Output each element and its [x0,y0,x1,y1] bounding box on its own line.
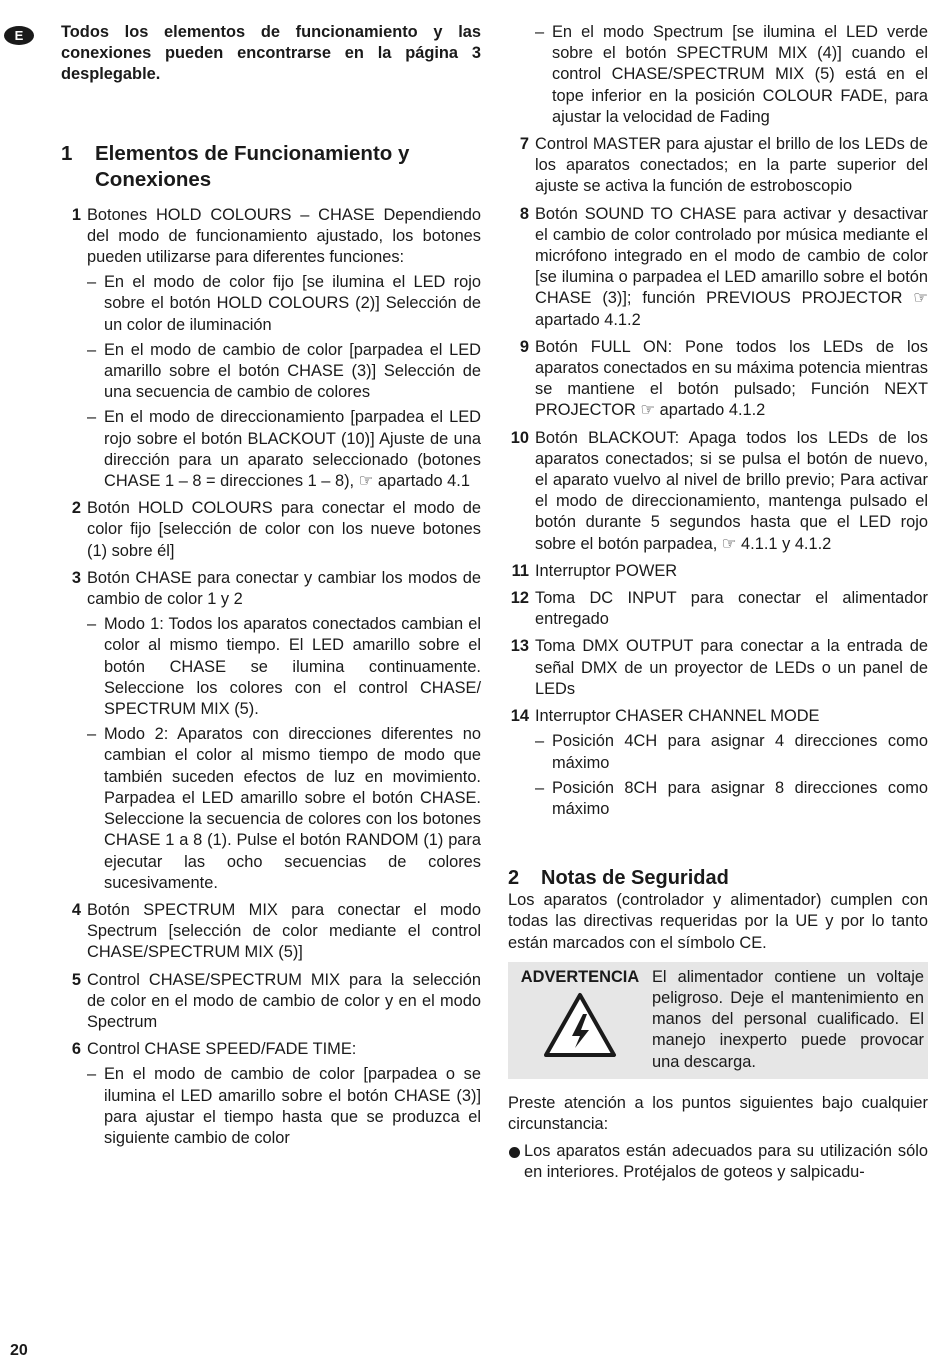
high-voltage-warning-icon [543,992,617,1058]
section2-heading [508,866,928,890]
sub-item: – Modo 2: Aparatos con direcciones diferentes no cambian el color al mismo tiempo de modo que también suceden efectos de luz en movimiento. Parpadea el LED amarillo sobre el botón CHASE. Seleccione la secuencia de colores con los botones CHASE 1 a 8 (1). Pulse el botón RANDOM (1) para ejecutar las ocho secuencias de colores sucesivamente. [87,725,481,892]
warning-text: El alimentador contiene un voltaje peligroso. Deje el mantenimiento en manos del personal cualificado. El manejo inexperto puede provocar una descarga. [652,967,924,1071]
item-number: 10 [510,428,529,447]
section1-heading [61,141,481,193]
item-text: Interruptor POWER [535,561,678,580]
bullet-text: Los aparatos están adecuados para su utilización sólo en interiores. Protéjalos de goteos y salpicadu- [524,1142,928,1182]
section1-number: 1 [61,141,73,165]
item-number: 13 [510,637,529,656]
item-number: 3 [71,568,81,587]
section2-title: Notas de Seguridad [541,867,729,890]
intro-text: Todos los elementos de funcionamiento y las conexiones pueden encontrarse en la página 3 desplegable. [61,23,481,84]
item-text: Control CHASE SPEED/FADE TIME: [87,1040,357,1059]
item-number: 4 [71,900,81,919]
right-column [508,22,928,1184]
list-item-11 [508,561,928,582]
section2-paragraph-2: Preste atención a los puntos siguientes bajo cualquier circunstancia: [508,1093,928,1133]
item-text: Botón HOLD COLOURS para conectar el modo de color fijo [selección de color con los nueve botones (1) sobre él] [87,499,481,560]
bullet-item [508,1141,928,1183]
sub-item-text: En el modo Spectrum [se ilumina el LED verde sobre el botón SPECTRUM MIX (4)] cuando el control CHASE/SPECTRUM MIX (5) está en el tope inferior en la posición COLOUR FADE, para ajustar la velocidad de Fading [552,23,928,126]
item-number: 12 [510,589,529,608]
sub-item: – En el modo Spectrum [se ilumina el LED verde sobre el botón SPECTRUM MIX (4)] cuando el control CHASE/SPECTRUM MIX (5) está en el tope inferior en la posición COLOUR FADE, para ajustar la velocidad de Fading [535,23,928,126]
list-item-14 [508,706,928,820]
section2-paragraph-1: Los aparatos (controlador y alimentador) cumplen con todas las directivas requeridas por la UE y por lo tanto están marcados con el símbolo CE. [508,891,928,952]
item-text: Botones HOLD COLOURS – CHASE Dependiendo del modo de funcionamiento ajustado, los botones pueden utilizarse para diferentes funciones: [87,205,481,267]
item-number: 9 [519,337,529,356]
item-text: Botón SPECTRUM MIX para conectar el modo Spectrum [selección de color mediante el control CHASE/SPECTRUM MIX (5)] [87,900,481,962]
warning-label: ADVERTENCIA [520,967,640,986]
list-item-5 [61,970,481,1034]
list-item-3 [61,568,481,894]
list-item-7 [508,134,928,198]
sub-item-text: En el modo de cambio de color [parpadea o se ilumina el LED amarillo sobre el botón CHASE (3)] para ajustar el tiempo hasta que se produzca el siguiente cambio de color [104,1065,481,1147]
warning-box [508,962,928,1079]
section2-number: 2 [508,867,520,890]
item-number: 14 [510,707,529,726]
sub-item-text: En el modo de color fijo [se ilumina el LED rojo sobre el botón HOLD COLOURS (2)] Selección de un color de iluminación [104,273,481,334]
list-item-2 [61,498,481,562]
list-item-4 [61,900,481,964]
list-item-13 [508,636,928,700]
warning-left [508,967,652,1073]
item-number: 11 [511,561,529,580]
sub-item: – Posición 4CH para asignar 4 direcciones como máximo [535,732,928,772]
item-text: Botón FULL ON: Pone todos los LEDs de los aparatos conectados en su máxima potencia mientras se mantiene el botón pulsado; Función NEXT PROJECTOR ☞ apartado 4.1.2 [535,337,928,420]
sub-item: – En el modo de direccionamiento [parpadea el LED rojo sobre el botón BLACKOUT (10)] Ajuste de una dirección para un aparato seleccionado (botones CHASE 1 – 8 = direcciones 1 – 8), ☞ apartado 4.1 [87,408,481,491]
sub-item: – En el modo de cambio de color [parpadea o se ilumina el LED amarillo sobre el botón CHASE (3)] para ajustar el tiempo hasta que se produzca el siguiente cambio de color [87,1065,481,1147]
sub-item-text: Modo 1: Todos los aparatos conectados cambian el color al mismo tiempo. El LED amarillo sobre el botón CHASE se ilumina continuamente. Seleccione los colores con el control CHASE/ SPECTRUM MIX (5). [104,615,481,719]
item-number: 2 [71,499,81,518]
item-text: Botón SOUND TO CHASE para activar y desactivar el cambio de color controlado por música mediante el micrófono integrado en el modo de cambio de color [se ilumina o parpadea el LED amarillo sobre el botón CHASE (3)]; función PREVIOUS PROJECTOR ☞ apartado 4.1.2 [535,204,928,329]
sub-item-text: Posición 4CH para asignar 4 direcciones como máximo [552,732,928,772]
sub-item-text: Modo 2: Aparatos con direcciones diferentes no cambian el color al mismo tiempo de modo que también suceden efectos de luz en movimiento. Parpadea el LED amarillo sobre el botón CHASE. Seleccione la secuencia de colores con los botones CHASE 1 a 8 (1). Pulse el botón RANDOM (1) para ejecutar las ocho secuencias de colores sucesivamente. [104,725,481,892]
sub-item: – Modo 1: Todos los aparatos conectados cambian el color al mismo tiempo. El LED amarillo sobre el botón CHASE se ilumina continuamente. Seleccione los colores con el control CHASE/ SPECTRUM MIX (5). [87,615,481,719]
sub-item: – Posición 8CH para asignar 8 direcciones como máximo [535,778,928,818]
list-item-1 [61,205,481,493]
page-number: 20 [10,1342,28,1359]
item-text: Botón CHASE para conectar y cambiar los modos de cambio de color 1 y 2 [87,568,481,609]
item-number: 8 [519,204,529,223]
list-item-9 [508,337,928,422]
list-item-6-continued [508,22,928,128]
list-item-10 [508,428,928,555]
item-text: Interruptor CHASER CHANNEL MODE [535,707,820,726]
sub-item-text: En el modo de cambio de color [parpadea el LED amarillo sobre el botón CHASE (3)] Selección de una secuencia de cambio de colores [104,340,481,402]
item-text: Control MASTER para ajustar el brillo de los LEDs de los aparatos conectados; en la parte superior del ajuste se activa la función de estroboscopio [535,135,928,196]
list-item-8 [508,204,928,331]
list-item-12 [508,588,928,630]
left-column [61,22,481,1155]
item-text: Toma DC INPUT para conectar el alimentador entregado [535,589,928,629]
item-text: Toma DMX OUTPUT para conectar a la entrada de señal DMX de un proyector de LEDs o un panel de LEDs [535,637,928,698]
item-number: 1 [71,205,81,224]
item-number: 7 [519,135,529,154]
sub-item: – En el modo de color fijo [se ilumina el LED rojo sobre el botón HOLD COLOURS (2)] Selección de un color de iluminación [87,273,481,334]
bullet-dot-icon [509,1147,520,1158]
item-text: Control CHASE/SPECTRUM MIX para la selección de color en el modo de cambio de color y en el modo Spectrum [87,970,481,1031]
sub-item-text: Posición 8CH para asignar 8 direcciones como máximo [552,778,928,818]
sub-item-text: En el modo de direccionamiento [parpadea el LED rojo sobre el botón BLACKOUT (10)] Ajuste de una dirección para un aparato seleccionado (botones CHASE 1 – 8 = direcciones 1 – 8), ☞ apartado 4.1 [104,408,481,491]
item-text: Botón BLACKOUT: Apaga todos los LEDs de los aparatos conectados; si se pulsa el botón de nuevo, el aparato vuelvo al nivel de brillo previo; Para activar el modo de direccionamiento, mantenga pulsado el botón durante 5 segundos hasta que el LED rojo sobre el botón parpadea, ☞ 4.1.1 y 4.1.2 [535,428,928,553]
list-item-6 [61,1039,481,1149]
language-badge: E [4,26,34,45]
section1-title: Elementos de Funcionamiento y Conexiones [95,141,410,191]
sub-item: – En el modo de cambio de color [parpadea el LED amarillo sobre el botón CHASE (3)] Selección de una secuencia de cambio de colores [87,340,481,402]
item-number: 6 [71,1040,81,1059]
item-number: 5 [71,970,81,989]
